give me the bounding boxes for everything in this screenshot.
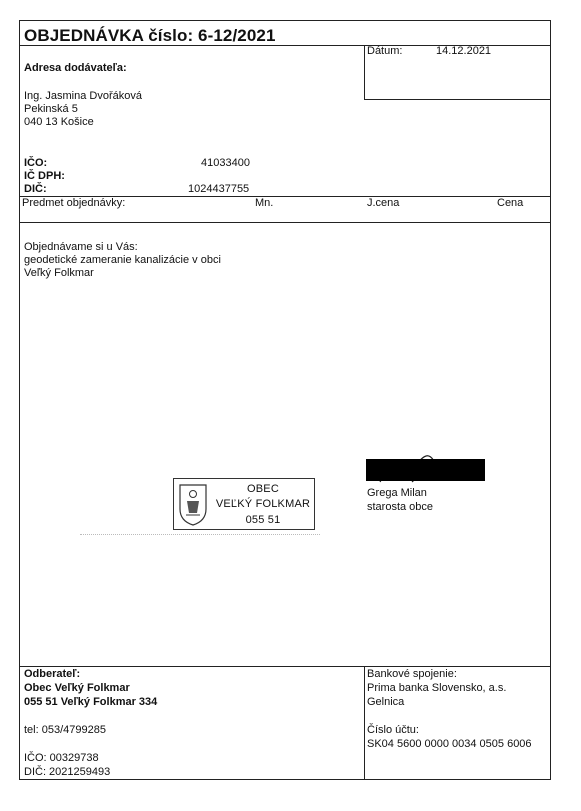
municipal-stamp <box>173 478 315 530</box>
stamp-line-1: OBEC <box>247 483 279 495</box>
supplier-name: Ing. Jasmina Dvořáková <box>24 90 142 102</box>
columns-bottom-rule <box>19 222 551 223</box>
order-title: OBJEDNÁVKA číslo: 6-12/2021 <box>24 26 276 45</box>
column-quantity: Mn. <box>255 197 274 209</box>
footer-divider <box>364 666 365 780</box>
supplier-ico-label: IČO: <box>24 157 48 169</box>
bank-label: Bankové spojenie: <box>367 668 457 680</box>
stamp-line-2: VEĽKÝ FOLKMAR <box>215 498 311 510</box>
supplier-ico-value: 41033400 <box>201 157 250 169</box>
supplier-address <box>24 90 142 129</box>
supplier-icdph-label: IČ DPH: <box>24 170 65 182</box>
customer-address: 055 51 Veľký Folkmar 334 <box>24 696 158 708</box>
column-subject: Predmet objednávky: <box>22 197 126 209</box>
stamp-line-3: 055 51 <box>245 514 281 526</box>
supplier-city: 040 13 Košice <box>24 116 94 128</box>
bank-branch: Gelnica <box>367 696 405 708</box>
description-line-1: Objednávame si u Vás: <box>24 241 138 253</box>
supplier-heading: Adresa dodávateľa: <box>24 62 127 74</box>
supplier-dic-label: DIČ: <box>24 183 47 195</box>
order-description <box>24 241 221 280</box>
bank-name: Prima banka Slovensko, a.s. <box>367 682 507 694</box>
description-line-3: Veľký Folkmar <box>24 267 94 279</box>
supplier-street: Pekinská 5 <box>24 103 78 115</box>
coat-of-arms-icon <box>178 483 208 527</box>
supplier-dic-value: 1024437755 <box>188 183 250 195</box>
account-number: SK04 5600 0000 0034 0505 6006 <box>367 738 532 750</box>
date-box-bottom <box>364 99 551 100</box>
scan-dotted-line <box>80 534 320 535</box>
signatory-name: Grega Milan <box>367 487 427 499</box>
column-unit-price: J.cena <box>367 197 400 209</box>
footer-rule <box>19 666 551 667</box>
customer-heading: Odberateľ: <box>24 668 81 680</box>
description-line-2: geodetické zameranie kanalizácie v obci <box>24 254 221 266</box>
redaction-bar <box>366 459 485 481</box>
customer-ico: IČO: 00329738 <box>24 752 99 764</box>
customer-name: Obec Veľký Folkmar <box>24 682 130 694</box>
date-box-left <box>364 45 365 99</box>
column-price: Cena <box>497 197 524 209</box>
date-value: 14.12.2021 <box>436 45 492 57</box>
signatory-role: starosta obce <box>367 501 434 513</box>
account-label: Číslo účtu: <box>367 724 419 736</box>
customer-dic: DIČ: 2021259493 <box>24 766 111 778</box>
date-label: Dátum: <box>367 45 403 57</box>
customer-tel: tel: 053/4799285 <box>24 724 106 736</box>
